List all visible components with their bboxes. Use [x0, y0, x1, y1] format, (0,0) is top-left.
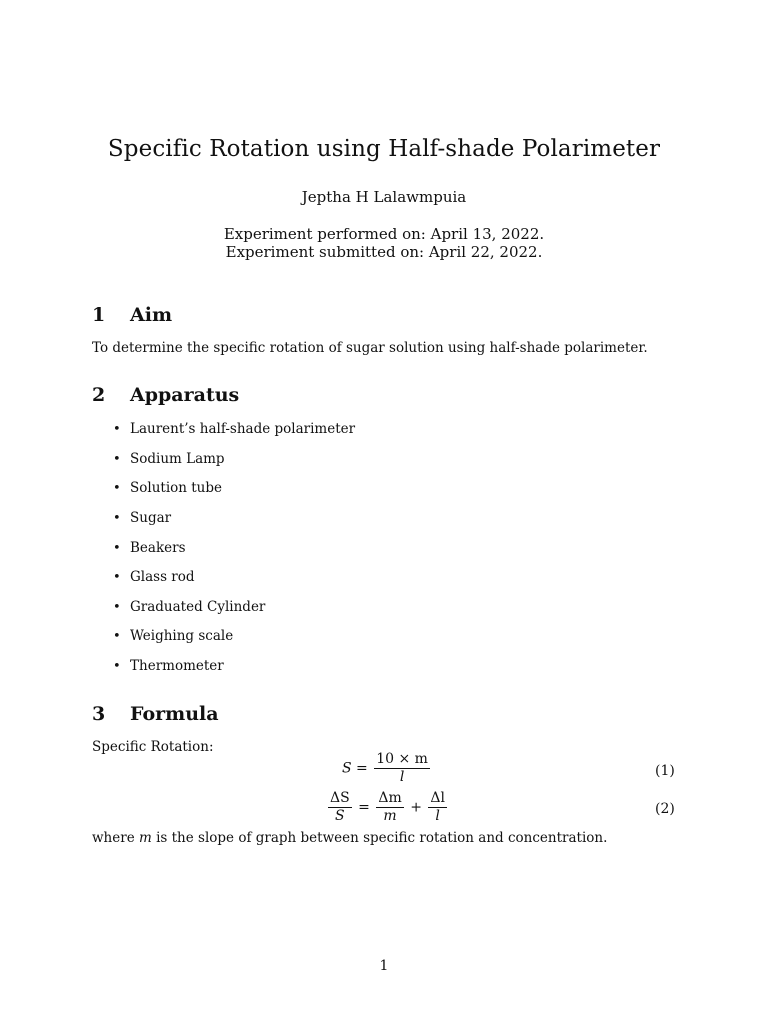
section-title: Apparatus: [130, 384, 240, 406]
author-name: Jeptha H Lalawmpuia: [301, 188, 467, 206]
equation-number: (2): [655, 801, 675, 817]
equation-number: (1): [655, 763, 675, 779]
bullet-icon: •: [113, 659, 121, 674]
section-number: 3: [92, 703, 106, 725]
section-heading-formula: [92, 703, 219, 725]
section-title: Formula: [130, 703, 219, 725]
formula-intro: Specific Rotation:: [92, 739, 214, 755]
section-heading-aim: [92, 304, 172, 326]
apparatus-item: • Thermometer: [113, 658, 224, 674]
section-number: 1: [92, 304, 106, 326]
apparatus-item: • Sugar: [113, 510, 172, 526]
fraction: $\frac{\Delta l}{l}$: [430, 790, 445, 824]
apparatus-item: • Laurent’s half-shade polarimeter: [113, 421, 356, 437]
aim-text: To determine the specific rotation of sugar solution using half-shade polarimeter.: [92, 340, 648, 356]
bullet-icon: •: [113, 422, 121, 437]
bullet-icon: •: [113, 452, 121, 467]
submitted-date: Experiment submitted on: April 22, 2022.: [225, 243, 543, 261]
fraction: $\frac{\Delta m}{m}$: [378, 790, 402, 824]
equation-2: $\frac{\Delta S}{S}$ = $\frac{\Delta m}{m}$ + $\frac{\Delta l}{l}$: [330, 790, 445, 824]
section-title: Aim: [130, 304, 173, 326]
bullet-icon: •: [113, 629, 121, 644]
apparatus-item: • Weighing scale: [113, 628, 234, 644]
bullet-icon: •: [113, 541, 121, 556]
section-number: 2: [92, 384, 106, 406]
apparatus-item: • Beakers: [113, 540, 186, 556]
bullet-icon: •: [113, 570, 121, 585]
bullet-icon: •: [113, 600, 121, 615]
apparatus-item: • Glass rod: [113, 569, 195, 585]
bullet-icon: •: [113, 481, 121, 496]
bullet-icon: •: [113, 511, 121, 526]
performed-date: Experiment performed on: April 13, 2022.: [223, 225, 545, 243]
document-title: Specific Rotation using Half-shade Polarimeter: [107, 136, 661, 162]
apparatus-item: • Graduated Cylinder: [113, 599, 266, 615]
section-heading-apparatus: [92, 384, 239, 406]
fraction: $\frac{\Delta S}{S}$: [330, 790, 350, 824]
fraction: $\frac{10 \times m}{l}$: [376, 751, 428, 785]
experiment-dates: [0, 225, 768, 261]
formula-description: where m is the slope of graph between specific rotation and concentration.: [92, 830, 608, 846]
apparatus-item: • Solution tube: [113, 480, 222, 496]
equation-1: S = $\frac{10 \times m}{l}$: [342, 751, 428, 785]
page-number: 1: [379, 958, 389, 974]
apparatus-item: • Sodium Lamp: [113, 451, 225, 467]
